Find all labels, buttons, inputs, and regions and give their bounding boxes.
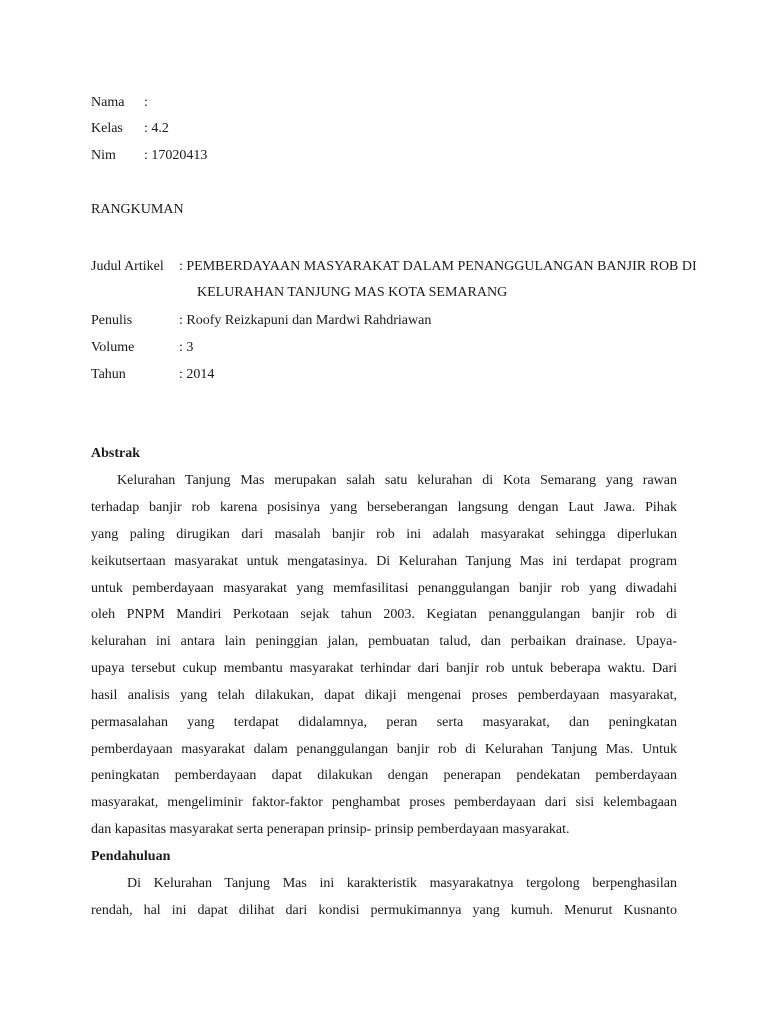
pendahuluan-title: Pendahuluan [91,849,171,864]
kelas-value: : 4.2 [144,121,169,136]
abstrak-title: Abstrak [91,446,141,461]
volume-label: Volume [91,340,135,355]
penulis-value: : Roofy Reizkapuni dan Mardwi Rahdriawan [179,313,432,328]
abstrak-line: pemberdayaan masyarakat dalam penanggulangan banjir rob di Kelurahan Tanjung Mas. Untuk [91,742,677,757]
abstrak-line: Kelurahan Tanjung Mas merupakan salah satu kelurahan di Kota Semarang yang rawan [117,473,677,488]
abstrak-line: yang paling dirugikan dari masalah banjir rob ini adalah masyarakat sehingga diperlukan [91,527,677,542]
abstrak-line: dan kapasitas masyarakat serta penerapan prinsip- prinsip pemberdayaan masyarakat. [91,822,570,837]
penulis-label: Penulis [91,313,133,328]
abstrak-line: terhadap banjir rob karena posisinya yang berseberangan langsung dengan Laut Jawa. Pihak [91,500,677,515]
abstrak-line: upaya tersebut cukup membantu masyarakat terhindar dari banjir rob untuk beberapa waktu. Dari [91,661,677,676]
nama-label: Nama [91,95,125,110]
nim-value: : 17020413 [144,148,208,163]
abstrak-line: permasalahan yang terdapat didalamnya, peran serta masyarakat, dan peningkatan [91,715,677,730]
kelas-label: Kelas [91,121,123,136]
abstrak-line: oleh PNPM Mandiri Perkotaan sejak tahun 2003. Kegiatan penanggulangan banjir rob di [91,607,677,622]
page-heading: RANGKUMAN [91,202,184,217]
abstrak-line: masyarakat, mengeliminir faktor-faktor penghambat proses pemberdayaan dari sisi kelembagaan [91,795,677,810]
tahun-label: Tahun [91,367,126,382]
judul-label: Judul Artikel [91,259,164,274]
tahun-value: : 2014 [179,367,215,382]
judul-value-line1: : PEMBERDAYAAN MASYARAKAT DALAM PENANGGULANGAN BANJIR ROB DI [179,259,697,274]
pendahuluan-line: rendah, hal ini dapat dilihat dari kondisi permukimannya yang kumuh. Menurut Kusnanto [91,903,677,918]
abstrak-line: peningkatan pemberdayaan dapat dilakukan dengan penerapan pendekatan pemberdayaan [91,768,677,783]
nim-label: Nim [91,148,116,163]
nama-value: : [144,95,148,110]
volume-value: : 3 [179,340,194,355]
abstrak-line: hasil analisis yang telah dilakukan, dapat dikaji mengenai proses pemberdayaan masyarakat, [91,688,677,703]
abstrak-line: kelurahan ini antara lain peninggian jalan, pembuatan talud, dan perbaikan drainase. Upaya- [91,634,677,649]
abstrak-line: untuk pemberdayaan masyarakat yang memfasilitasi penanggulangan banjir rob yang diwadahi [91,581,677,596]
abstrak-line: keikutsertaan masyarakat untuk mengatasinya. Di Kelurahan Tanjung Mas ini terdapat program [91,554,677,569]
pendahuluan-line: Di Kelurahan Tanjung Mas ini karakteristik masyarakatnya tergolong berpenghasilan [127,876,677,891]
judul-value-line2: KELURAHAN TANJUNG MAS KOTA SEMARANG [197,285,508,300]
